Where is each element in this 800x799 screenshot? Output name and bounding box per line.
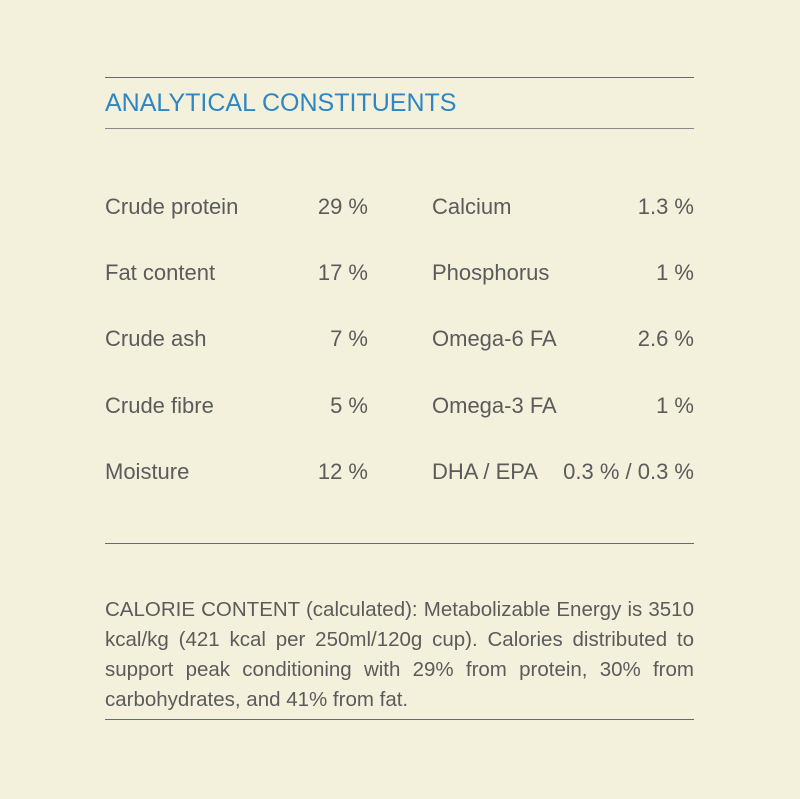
constituent-value: 29 % [317,194,368,219]
constituent-value: 12 % [317,459,368,484]
title-underline [105,128,694,129]
bottom-divider [105,719,694,720]
constituent-value: 2.6 % [637,326,694,351]
constituent-label: Crude ash [105,326,207,351]
constituent-value: 17 % [317,260,368,285]
table-row [105,260,694,294]
constituent-label: Crude protein [105,194,239,219]
constituent-label: Phosphorus [432,260,550,285]
calorie-content-text: CALORIE CONTENT (calculated): Metabolizable Energy is 3510 kcal/kg (421 kcal per 250ml/120g cup). Calories distributed to support peak conditioning with 29% from protein, 30% from carbohydrates, and 41% from fat. [105,597,694,711]
top-divider [105,77,694,78]
constituent-value: 1.3 % [637,194,694,219]
table-row [105,393,694,427]
table-row [105,459,694,493]
constituent-value: 1 % [656,260,694,285]
constituent-label: Omega-6 FA [432,326,557,351]
constituent-value: 1 % [656,393,694,418]
middle-divider [105,543,694,544]
constituent-label: Crude fibre [105,393,214,418]
constituent-value: 7 % [330,326,368,351]
table-row [105,326,694,360]
constituent-label: Fat content [105,260,216,285]
constituent-label: Calcium [432,194,512,219]
constituent-label: DHA / EPA [432,459,538,484]
table-row [105,194,694,228]
section-title: ANALYTICAL CONSTITUENTS [105,89,457,117]
constituent-label: Omega-3 FA [432,393,557,418]
constituent-value: 0.3 % / 0.3 % [563,459,694,484]
constituent-label: Moisture [105,459,190,484]
constituent-value: 5 % [330,393,368,418]
